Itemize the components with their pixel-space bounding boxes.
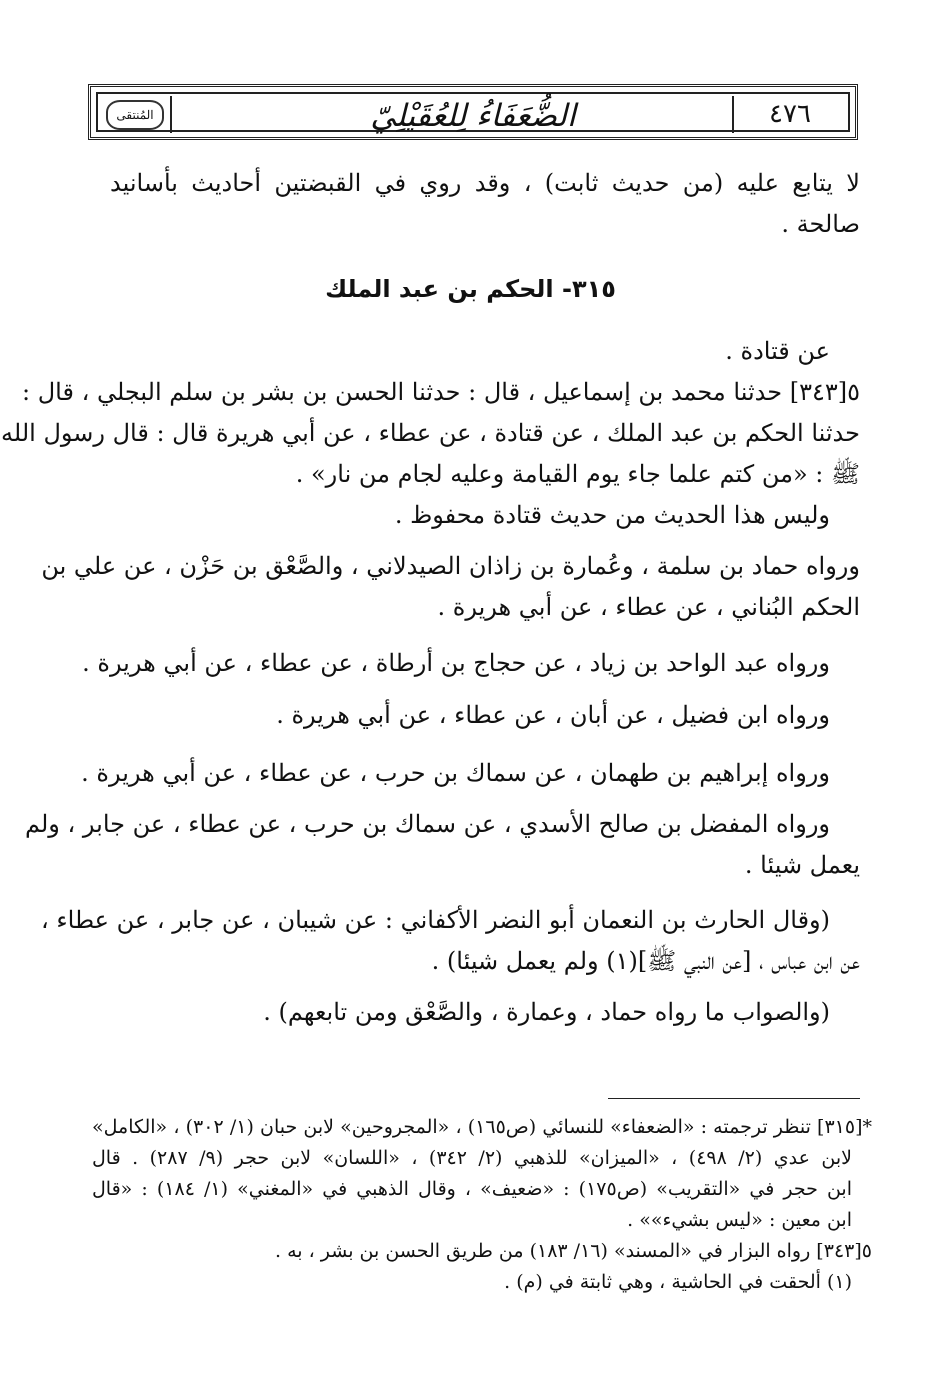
entry-line: (وقال الحارث بن النعمان أبو النضر الأكفاني : عن شيبان ، عن جابر ، عن عطاء ، — [40, 906, 830, 934]
page-header — [88, 84, 858, 140]
ornament-seal: المُنتقى — [106, 100, 164, 130]
entry-line: حدثنا الحكم بن عبد الملك ، عن قتادة ، عن عطاء ، عن أبي هريرة قال : قال رسول الله — [1, 419, 860, 447]
footnotes — [92, 1112, 872, 1298]
intro-line-2: صالحة . — [781, 210, 860, 238]
entry-line: عن قتادة . — [725, 337, 830, 365]
intro-line-1: لا يتابع عليه (من حديث ثابت) ، وقد روي في القبضتين أحاديث بأسانيد — [110, 169, 860, 197]
footnote-divider — [608, 1098, 860, 1099]
footnote-line: *[٣١٥] تنظر ترجمته : «الضعفاء» للنسائي (ص١٦٥) ، «المجروحين» لابن حبان (١/ ٣٠٢) ، «الكامل» — [92, 1116, 872, 1138]
header-frame — [96, 92, 850, 132]
page-number: ٤٧٦ — [732, 96, 846, 133]
footnote-line: ابن حجر في «التقريب» (ص١٧٥) : «ضعيف» ، وقال الذهبي في «المغني» (١/ ١٨٤) : «قال — [92, 1178, 852, 1200]
footnote-line: ابن معين : «ليس بشيء»» . — [627, 1209, 852, 1231]
footnote-line: لابن عدي (٢/ ٤٩٨) ، «الميزان» للذهبي (٢/ ٣٤٢) ، «اللسان» لابن حجر (٩/ ٢٨٧) . قال — [92, 1147, 852, 1169]
book-title: الضُّعَفَاءُ لِلعُقَيْلِيّ — [370, 98, 576, 134]
entry-line: يعمل شيئا . — [744, 851, 860, 879]
footnote-line: ٥[٣٤٣] رواه البزار في «المسند» (١٦/ ١٨٣) من طريق الحسن بن بشر ، به . — [275, 1240, 872, 1262]
entry-line: ﷺ : «من كتم علما جاء يوم القيامة وعليه لجام من نار» . — [295, 460, 860, 488]
entry-line: ورواه حماد بن سلمة ، وعُمارة بن زاذان الصيدلاني ، والصَّعْق بن حَزْن ، عن علي بن — [41, 552, 860, 580]
entry-line: ورواه المفضل بن صالح الأسدي ، عن سماك بن حرب ، عن عطاء ، عن جابر ، ولم — [25, 810, 830, 838]
entry-line: عن ابن عباس ، [عن النبي ﷺ](١) ولم يعمل شيئا) . — [431, 947, 860, 975]
entry-line: ورواه إبراهيم بن طهمان ، عن سماك بن حرب ، عن عطاء ، عن أبي هريرة . — [81, 759, 830, 787]
entry-line: ورواه عبد الواحد بن زياد ، عن حجاج بن أرطاة ، عن عطاء ، عن أبي هريرة . — [82, 649, 830, 677]
entry-title: ٣١٥- الحكم بن عبد الملك — [325, 275, 616, 303]
entry-line: ٥[٣٤٣] حدثنا محمد بن إسماعيل ، قال : حدثنا الحسن بن بشر بن سلم البجلي ، قال : — [22, 378, 860, 406]
entry-body — [1, 331, 860, 1033]
entry-line: ورواه ابن فضيل ، عن أبان ، عن عطاء ، عن أبي هريرة . — [276, 701, 830, 729]
footnote-line: (١) ألحقت في الحاشية ، وهي ثابتة في (م) . — [504, 1271, 852, 1293]
ornament-logo — [100, 96, 172, 133]
entry-line: وليس هذا الحديث من حديث قتادة محفوظ . — [394, 501, 830, 529]
intro-paragraph — [92, 163, 860, 245]
entry-line: (والصواب ما رواه حماد ، وعمارة ، والصَّعْق ومن تابعهم) . — [263, 998, 830, 1026]
entry-line: الحكم البُناني ، عن عطاء ، عن أبي هريرة . — [437, 593, 860, 621]
